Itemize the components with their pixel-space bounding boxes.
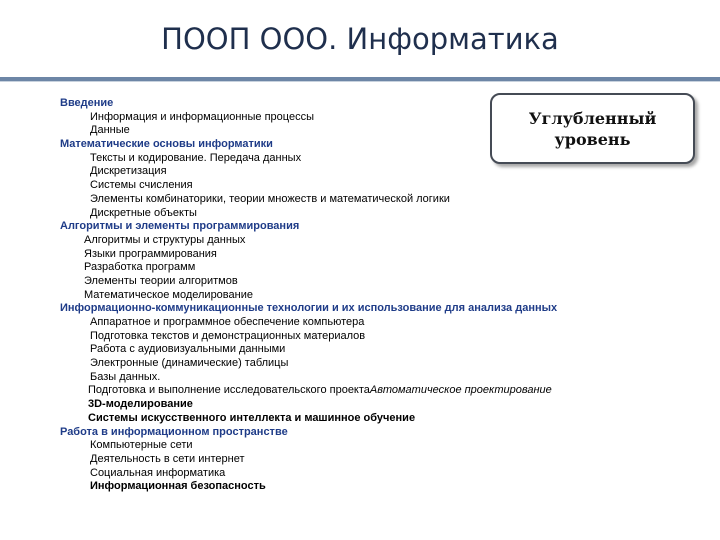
topic-item (60, 179, 710, 193)
topic-text: Работа в информационном пространстве (60, 425, 288, 438)
topic-text: Электронные (динамические) таблицы (90, 357, 289, 370)
page-title: ПООП ООО. Информатика (161, 22, 559, 56)
topic-item (60, 316, 710, 330)
topic-text: Данные (90, 124, 130, 137)
section-heading (60, 302, 710, 316)
topic-item (60, 384, 710, 398)
topic-text: Подготовка и выполнение исследовательского проекта (88, 384, 370, 397)
topic-text: Математическое моделирование (84, 288, 253, 301)
topic-item (60, 453, 710, 467)
topic-text: Элементы теории алгоритмов (84, 274, 238, 287)
topic-text: Работа с аудиовизуальными данными (90, 343, 286, 356)
topic-item (60, 234, 710, 248)
topic-text: Базы данных. (90, 370, 161, 383)
topic-item (60, 248, 710, 262)
topic-text: Системы счисления (90, 179, 193, 192)
topic-text: Дискретизация (90, 165, 167, 178)
topic-item (60, 467, 710, 481)
topic-text: Информация и информационные процессы (90, 110, 314, 123)
topic-text: Аппаратное и программное обеспечение компьютера (90, 316, 365, 328)
topic-text: Разработка программ (84, 261, 196, 274)
topic-text: Информационно-коммуникационные технологии и их использование для анализа данных (60, 302, 558, 315)
topic-item (60, 207, 710, 221)
topic-item (60, 330, 710, 344)
topic-text: Введение (60, 97, 114, 109)
callout-line-1: Углубленный (528, 108, 657, 128)
section-heading (60, 426, 710, 440)
topic-item (60, 398, 710, 412)
callout-line-2: уровень (554, 129, 631, 149)
topic-text: Языки программирования (84, 247, 217, 260)
topic-item (60, 165, 710, 179)
topic-item (60, 289, 710, 303)
topic-text: Социальная информатика (90, 466, 226, 479)
topic-text: Системы искусственного интеллекта и машинное обучение (88, 411, 416, 424)
topic-item (60, 343, 710, 357)
section-heading (60, 220, 710, 234)
topic-text: Тексты и кодирование. Передача данных (90, 151, 302, 164)
title-divider (0, 77, 720, 82)
topic-item (60, 261, 710, 275)
topic-suffix: Автоматическое проектирование (369, 384, 552, 397)
topic-item (60, 193, 710, 207)
topic-text: Элементы комбинаторики, теории множеств и математической логики (90, 192, 450, 205)
topic-item (60, 371, 710, 385)
topic-item (60, 275, 710, 289)
topic-text: Алгоритмы и структуры данных (84, 233, 246, 246)
topic-text: Деятельность в сети интернет (90, 452, 245, 465)
topic-item (60, 439, 710, 453)
topic-text: Дискретные объекты (90, 206, 197, 219)
topic-text: Математические основы информатики (60, 138, 273, 151)
topic-item (60, 357, 710, 371)
topic-text: 3D-моделирование (88, 398, 193, 411)
topic-text: Информационная безопасность (90, 480, 266, 493)
topic-item (60, 412, 710, 426)
topic-text: Алгоритмы и элементы программирования (60, 220, 300, 233)
topic-text: Подготовка текстов и демонстрационных материалов (90, 329, 366, 342)
advanced-level-callout (490, 93, 695, 164)
topic-text: Компьютерные сети (90, 439, 193, 452)
topic-item (60, 480, 710, 494)
